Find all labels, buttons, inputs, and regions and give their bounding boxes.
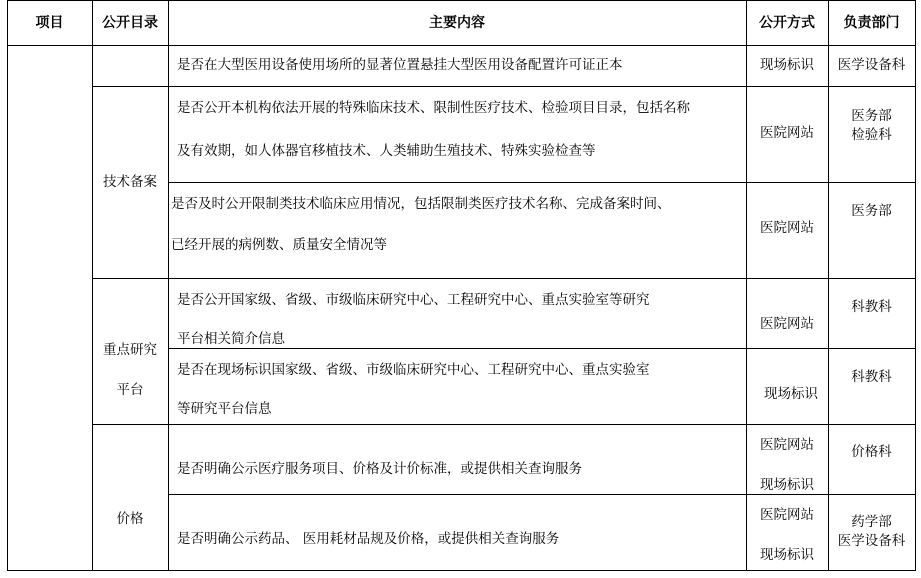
catalog-price: 价格	[116, 511, 144, 527]
row-method: 医院网站	[760, 437, 814, 453]
row-method: 现场标识	[760, 477, 814, 493]
column-rule	[828, 0, 829, 571]
header-item: 项目	[35, 15, 64, 31]
row-method: 医院网站	[760, 220, 814, 236]
header-department: 负责部门	[843, 15, 900, 31]
row-department: 医务部	[851, 108, 892, 124]
column-rule	[168, 0, 169, 571]
group-rule	[92, 278, 915, 279]
row-method: 现场标识	[760, 57, 814, 73]
row-content: 是否明确公示医疗服务项目、价格及计价标准，或提供相关查询服务	[177, 461, 582, 477]
row-department: 科教科	[851, 299, 892, 315]
header-content: 主要内容	[429, 15, 485, 31]
row-department: 科教科	[851, 369, 892, 385]
row-department: 药学部	[851, 514, 892, 530]
row-method: 医院网站	[760, 316, 814, 332]
group-rule	[92, 424, 915, 425]
row-content: 是否公开本机构依法开展的特殊临床技术、限制性医疗技术、检验项目目录，包括名称	[177, 100, 690, 116]
row-department: 医学设备科	[837, 57, 906, 73]
table-border-top	[7, 0, 915, 1]
row-method: 现场标识	[764, 386, 818, 402]
header-method: 公开方式	[759, 15, 815, 31]
catalog-research-platform: 平台	[116, 382, 144, 398]
row-method: 现场标识	[760, 547, 814, 563]
row-method: 医院网站	[760, 125, 814, 141]
column-rule	[92, 0, 93, 571]
row-content: 等研究平台信息	[177, 401, 272, 417]
row-department: 价格科	[851, 444, 892, 460]
row-rule	[168, 494, 915, 495]
row-content: 是否在大型医用设备使用场所的显著位置悬挂大型医用设备配置许可证正本	[177, 57, 623, 73]
row-method: 医院网站	[760, 507, 814, 523]
row-content: 已经开展的病例数、质量安全情况等	[171, 237, 387, 253]
table-border-right	[915, 0, 916, 571]
header-bottom-rule	[7, 45, 915, 46]
table-border-left	[7, 0, 8, 571]
row-rule	[92, 86, 915, 87]
row-department: 医学设备科	[837, 533, 906, 549]
row-content: 平台相关简介信息	[177, 331, 285, 347]
catalog-research-platform: 重点研究	[103, 342, 157, 358]
header-catalog: 公开目录	[102, 15, 158, 31]
row-rule	[168, 348, 915, 349]
row-department: 医务部	[851, 203, 892, 219]
row-content: 是否公开国家级、省级、市级临床研究中心、工程研究中心、重点实验室等研究	[177, 292, 650, 308]
row-content: 是否及时公开限制类技术临床应用情况，包括限制类医疗技术名称、完成备案时间、	[171, 196, 671, 212]
row-content: 是否明确公示药品、 医用耗材品规及价格，或提供相关查询服务	[177, 531, 560, 547]
row-rule	[168, 182, 915, 183]
table-border-bottom	[7, 570, 915, 571]
row-content: 及有效期，如人体器官移植技术、人类辅助生殖技术、特殊实验检查等	[177, 143, 596, 159]
row-content: 是否在现场标识国家级、省级、市级临床研究中心、工程研究中心、重点实验室	[177, 362, 650, 378]
catalog-tech-filing: 技术备案	[103, 174, 157, 190]
row-department: 检验科	[851, 127, 892, 143]
